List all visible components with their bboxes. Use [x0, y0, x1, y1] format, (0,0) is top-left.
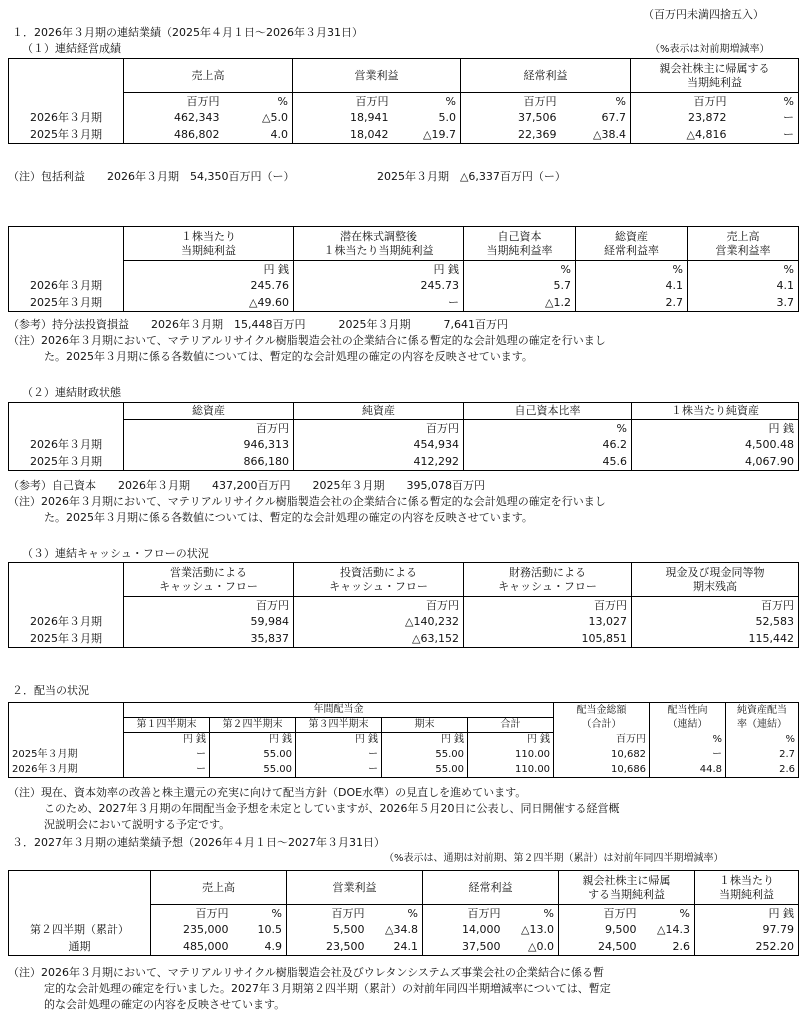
unit-pct: %: [505, 905, 559, 922]
cell: 4,067.90: [632, 454, 799, 471]
unit-pct: %: [561, 93, 631, 110]
cell: 4.9: [233, 939, 287, 956]
unit-pct: %: [233, 905, 287, 922]
header-financing-cf-line2: キャッシュ・フロー: [498, 579, 597, 593]
fp-note-line1: （注）2026年３月期において、マテリアルリサイクル樹脂製造会社の企業結合に係る暫定的な会計処理の確定を行いまし: [8, 495, 606, 508]
header-net-assets: 純資産: [294, 403, 464, 420]
header-financing-cf-line1: 財務活動による: [509, 565, 586, 579]
cell: 18,042: [293, 127, 393, 144]
operating-results-title: （１）連結経営成績: [22, 42, 121, 55]
unit: 円 銭: [124, 733, 210, 748]
unit-million: 百万円: [559, 905, 641, 922]
cell: 115,442: [632, 631, 799, 648]
unit: 百万円: [124, 420, 294, 437]
header-operating-cf-line1: 営業活動による: [170, 565, 247, 579]
operating-results-table: [8, 58, 799, 144]
header-operating-cf-line2: キャッシュ・フロー: [159, 579, 258, 593]
unit-pct: %: [576, 261, 688, 278]
cell: ー: [650, 748, 726, 763]
header-total-assets: 総資産: [124, 403, 294, 420]
financial-position-title: （２）連結財政状態: [22, 386, 121, 399]
header-annual-dividends: 年間配当金: [124, 703, 554, 718]
unit: 百万円: [124, 597, 294, 614]
cell: 55.00: [382, 748, 468, 763]
header-equity-ratio: 自己資本比率: [464, 403, 632, 420]
header-forecast-sales: 売上高: [151, 871, 287, 905]
header-roa-line1: 総資産: [615, 229, 648, 243]
header-forecast-net-line2: する当期純利益: [588, 887, 665, 901]
section1-title: １．2026年３月期の連結業績（2025年４月１日～2026年３月31日）: [12, 26, 363, 39]
cell: 485,000: [151, 939, 233, 956]
cell: △19.7: [393, 127, 461, 144]
cell: 110.00: [468, 763, 554, 778]
equity-method-ref: （参考）持分法投資損益 2026年３月期 15,448百万円 2025年３月期 7,641百万円: [8, 318, 508, 331]
cell: 44.8: [650, 763, 726, 778]
cell: 462,343: [124, 110, 224, 127]
forecast-title: ３．2027年３月期の連結業績予想（2026年４月１日～2027年３月31日）: [12, 836, 385, 849]
cell: 5,500: [287, 922, 369, 939]
cell: 4.1: [688, 278, 799, 295]
header-forecast-operating: 営業利益: [287, 871, 423, 905]
row-label: 通期: [9, 939, 151, 956]
unit-pct: %: [731, 93, 799, 110]
cell: ー: [731, 127, 799, 144]
unit-pct: %: [641, 905, 695, 922]
header-sales: 売上高: [124, 59, 293, 93]
unit: 百万円: [464, 597, 632, 614]
table-row: [9, 127, 799, 144]
table-row: [9, 295, 799, 312]
cell: 4.1: [576, 278, 688, 295]
cell: ー: [124, 763, 210, 778]
row-label: 2026年３月期: [9, 614, 124, 631]
unit-pct: %: [369, 905, 423, 922]
table-row: [9, 748, 799, 763]
cell: 37,500: [423, 939, 505, 956]
unit: 百万円: [294, 420, 464, 437]
fp-note-line2: た。2025年３月期に係る各数値については、暫定的な会計処理の確定の内容を反映させています。: [44, 511, 533, 524]
header-payout-line2: （連結）: [667, 718, 708, 730]
cell: 46.2: [464, 437, 632, 454]
forecast-table: [8, 870, 799, 956]
table-row: [9, 922, 799, 939]
unit-pct: %: [393, 93, 461, 110]
cell: 35,837: [124, 631, 294, 648]
header-bps: １株当たり純資産: [632, 403, 799, 420]
per-share-table: [8, 226, 799, 312]
table-row: [9, 631, 799, 648]
equity-ref: （参考）自己資本 2026年３月期 437,200百万円 2025年３月期 395,078百万円: [8, 479, 485, 492]
header-operating-income: 営業利益: [293, 59, 461, 93]
cell: 24,500: [559, 939, 641, 956]
per-share-note-line1: （注）2026年３月期において、マテリアルリサイクル樹脂製造会社の企業結合に係る暫定的な会計処理の確定を行いまし: [8, 334, 606, 347]
header-doe-line2: 率（連結）: [737, 718, 788, 730]
unit-million: 百万円: [293, 93, 393, 110]
table-row: [9, 939, 799, 956]
row-label: 2026年３月期: [9, 437, 124, 454]
unit-yen: 円 銭: [124, 261, 294, 278]
header-roa-line2: 経常利益率: [604, 243, 659, 257]
row-label: 2025年３月期: [9, 454, 124, 471]
cell: 10,686: [554, 763, 650, 778]
row-label: 2026年３月期: [9, 110, 124, 127]
header-forecast-eps-line2: 当期純利益: [719, 887, 774, 901]
header-diluted-eps-line1: 潜在株式調整後: [340, 229, 417, 243]
unit: 円 銭: [296, 733, 382, 748]
cell: △4,816: [631, 127, 731, 144]
unit-pct: %: [224, 93, 293, 110]
cell: 2.6: [641, 939, 695, 956]
cell: 9,500: [559, 922, 641, 939]
header-total: 合計: [468, 718, 554, 733]
cell: 14,000: [423, 922, 505, 939]
cell: 2.7: [726, 748, 799, 763]
cell: △0.0: [505, 939, 559, 956]
row-label: 2025年３月期: [9, 748, 124, 763]
cell: 10,682: [554, 748, 650, 763]
cell: 2.6: [726, 763, 799, 778]
comprehensive-income-note: （注）包括利益 2026年３月期 54,350百万円（ー） 2025年３月期 △6,337百万円（ー）: [8, 170, 566, 183]
cell: 55.00: [210, 763, 296, 778]
header-diluted-eps-line2: １株当たり当期純利益: [323, 243, 434, 257]
unit-million: 百万円: [631, 93, 731, 110]
cell: 23,872: [631, 110, 731, 127]
cell: 10.5: [233, 922, 287, 939]
cell: 2.7: [576, 295, 688, 312]
table-row: [9, 437, 799, 454]
cell: 22,369: [461, 127, 561, 144]
cell: 866,180: [124, 454, 294, 471]
header-investing-cf-line2: キャッシュ・フロー: [329, 579, 428, 593]
unit: 百万円: [294, 597, 464, 614]
dividends-table: [8, 702, 799, 778]
dividends-note-line3: 況説明会において説明する予定です。: [44, 818, 231, 831]
cash-flow-title: （３）連結キャッシュ・フローの状況: [22, 547, 209, 560]
cell: 23,500: [287, 939, 369, 956]
per-share-note-line2: た。2025年３月期に係る各数値については、暫定的な会計処理の確定の内容を反映させています。: [44, 350, 533, 363]
cell: △14.3: [641, 922, 695, 939]
header-margin-line2: 営業利益率: [715, 243, 771, 257]
cell: 5.0: [393, 110, 461, 127]
header-doe-line1: 純資産配当: [737, 704, 788, 716]
cell: 37,506: [461, 110, 561, 127]
cash-flow-table: [8, 562, 799, 648]
header-cash-line1: 現金及び現金同等物: [665, 565, 765, 579]
forecast-pct-note: （%表示は、通期は対前期、第２四半期（累計）は対前年同四半期増減率）: [384, 853, 724, 864]
row-label: 第２四半期（累計）: [9, 922, 151, 939]
unit: 円 銭: [382, 733, 468, 748]
unit: 円 銭: [210, 733, 296, 748]
unit-note: （百万円未満四捨五入）: [643, 8, 764, 21]
header-q1: 第１四半期末: [124, 718, 210, 733]
dividends-note-line1: （注）現在、資本効率の改善と株主還元の充実に向けて配当方針（DOE水準）の見直しを進めています。: [8, 786, 527, 799]
unit-million: 百万円: [423, 905, 505, 922]
header-eps-line2: 当期純利益: [181, 243, 236, 257]
table-row: [9, 278, 799, 295]
cell: △34.8: [369, 922, 423, 939]
cell: 3.7: [688, 295, 799, 312]
header-cash-line2: 期末残高: [693, 579, 737, 593]
pct-change-note: （%表示は対前期増減率）: [650, 44, 770, 55]
cell: ー: [294, 295, 464, 312]
cell: 5.7: [464, 278, 576, 295]
row-label: 2025年３月期: [9, 127, 124, 144]
cell: 946,313: [124, 437, 294, 454]
header-payout-line1: 配当性向: [667, 704, 708, 716]
header-margin-line1: 売上高: [726, 229, 760, 243]
header-roe-line2: 当期純利益率: [486, 243, 553, 257]
header-investing-cf-line1: 投資活動による: [340, 565, 417, 579]
cell: 110.00: [468, 748, 554, 763]
unit-million: 百万円: [287, 905, 369, 922]
unit: 円 銭: [632, 420, 799, 437]
cell: ー: [296, 763, 382, 778]
dividends-title: ２．配当の状況: [12, 684, 89, 697]
unit-pct: %: [464, 261, 576, 278]
unit-million: 百万円: [461, 93, 561, 110]
header-roe-line1: 自己資本: [497, 229, 542, 243]
header-q3: 第３四半期末: [296, 718, 382, 733]
cell: 486,802: [124, 127, 224, 144]
unit: 百万円: [632, 597, 799, 614]
row-label: 2026年３月期: [9, 278, 124, 295]
forecast-note-line2: 定的な会計処理の確定を行いました。2027年３月期第２四半期（累計）の対前年同四半期増減率については、暫定: [44, 982, 611, 995]
row-label: 2026年３月期: [9, 763, 124, 778]
unit-pct: %: [688, 261, 799, 278]
header-ordinary-income: 経常利益: [461, 59, 631, 93]
header-forecast-eps-line1: １株当たり: [719, 873, 774, 887]
cell: 4,500.48: [632, 437, 799, 454]
cell: △63,152: [294, 631, 464, 648]
unit-yen: 円 銭: [294, 261, 464, 278]
table-row: [9, 454, 799, 471]
cell: 52,583: [632, 614, 799, 631]
unit-million: 百万円: [124, 93, 224, 110]
forecast-note-line1: （注）2026年３月期において、マテリアルリサイクル樹脂製造会社及びウレタンシステムズ事業会社の企業結合に係る暫: [8, 966, 604, 979]
cell: 45.6: [464, 454, 632, 471]
header-forecast-ordinary: 経常利益: [423, 871, 559, 905]
cell: 454,934: [294, 437, 464, 454]
cell: 59,984: [124, 614, 294, 631]
cell: △49.60: [124, 295, 294, 312]
cell: 412,292: [294, 454, 464, 471]
header-year-end: 期末: [382, 718, 468, 733]
cell: 105,851: [464, 631, 632, 648]
cell: 24.1: [369, 939, 423, 956]
cell: ー: [731, 110, 799, 127]
header-total-dividends-line1: 配当金総額: [576, 704, 627, 716]
cell: 55.00: [210, 748, 296, 763]
header-net-income-line1: 親会社株主に帰属する: [659, 61, 770, 75]
cell: 97.79: [695, 922, 799, 939]
unit: 百万円: [554, 733, 650, 748]
cell: △1.2: [464, 295, 576, 312]
cell: △140,232: [294, 614, 464, 631]
cell: 13,027: [464, 614, 632, 631]
cell: 245.73: [294, 278, 464, 295]
header-eps-line1: １株当たり: [181, 229, 236, 243]
header-total-dividends-line2: （合計）: [581, 718, 622, 730]
dividends-note-line2: このため、2027年３月期の年間配当金予想を未定としていますが、2026年５月20日に公表し、同日開催する経営概: [44, 802, 620, 815]
table-row: [9, 614, 799, 631]
row-label: 2025年３月期: [9, 295, 124, 312]
cell: 4.0: [224, 127, 293, 144]
cell: 252.20: [695, 939, 799, 956]
cell: ー: [296, 748, 382, 763]
unit: %: [650, 733, 726, 748]
table-row: [9, 110, 799, 127]
unit-million: 百万円: [151, 905, 233, 922]
row-label: 2025年３月期: [9, 631, 124, 648]
cell: 55.00: [382, 763, 468, 778]
unit: %: [464, 420, 632, 437]
header-forecast-net-line1: 親会社株主に帰属: [582, 873, 671, 887]
unit: %: [726, 733, 799, 748]
header-net-income: [631, 59, 799, 93]
cell: △13.0: [505, 922, 559, 939]
cell: ー: [124, 748, 210, 763]
cell: 18,941: [293, 110, 393, 127]
cell: 245.76: [124, 278, 294, 295]
cell: 67.7: [561, 110, 631, 127]
header-net-income-line2: 当期純利益: [687, 75, 742, 89]
financial-position-table: [8, 402, 799, 471]
cell: △5.0: [224, 110, 293, 127]
unit-yen: 円 銭: [695, 905, 799, 922]
cell: △38.4: [561, 127, 631, 144]
cell: 235,000: [151, 922, 233, 939]
header-q2: 第２四半期末: [210, 718, 296, 733]
unit: 円 銭: [468, 733, 554, 748]
forecast-note-line3: 的な会計処理の確定の内容を反映させています。: [44, 998, 286, 1011]
table-row: [9, 763, 799, 778]
